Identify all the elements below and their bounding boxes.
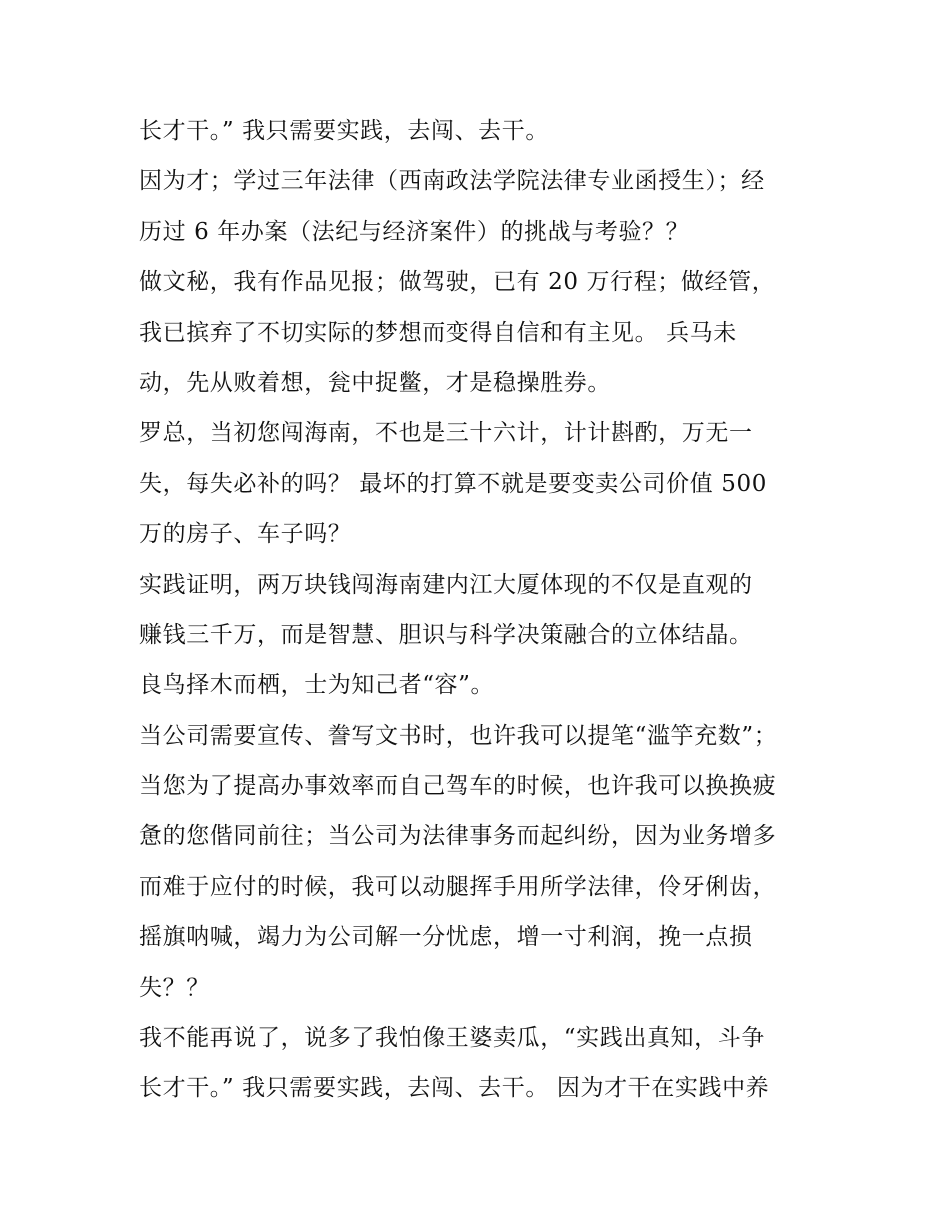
text-line-13: 当公司需要宣传、誊写文书时，也许我可以提笔“滥竽充数”； xyxy=(139,722,778,749)
text-line-7: 罗总，当初您闯海南，不也是三十六计，计计斟酌，万无一 xyxy=(139,420,753,447)
text-line-17: 摇旗呐喊，竭力为公司解一分忧虑，增一寸利润，挽一点损 xyxy=(139,924,753,951)
text-line-18: 失？？ xyxy=(139,974,210,1001)
text-line-9: 万的房子、车子吗？ xyxy=(139,521,352,548)
text-line-20: 长才干。” 我只需要实践，去闯、去干。 因为才干在实践中养 xyxy=(139,1075,770,1102)
text-line-11: 赚钱三千万，而是智慧、胆识与科学决策融合的立体结晶。 xyxy=(139,621,753,648)
body-text xyxy=(139,106,829,1114)
text-line-6: 动，先从败着想，瓮中捉鳖，才是稳操胜券。 xyxy=(139,369,611,396)
text-line-5: 我已摈弃了不切实际的梦想而变得自信和有主见。 兵马未 xyxy=(139,319,737,346)
text-line-14: 当您为了提高办事效率而自己驾车的时候，也许我可以换换疲 xyxy=(139,773,777,800)
text-line-12: 良鸟择木而栖，士为知己者“容”。 xyxy=(139,672,495,699)
text-line-16: 而难于应付的时候，我可以动腿挥手用所学法律，伶牙俐齿， xyxy=(139,873,777,900)
text-line-3: 历过 6 年办案（法纪与经济案件）的挑战与考验？？ xyxy=(139,218,690,245)
text-line-1: 长才干。” 我只需要实践，去闯、去干。 xyxy=(139,118,549,144)
text-line-15: 惫的您偕同前往；当公司为法律事务而起纠纷，因为业务增多 xyxy=(139,823,777,850)
text-line-4: 做文秘，我有作品见报；做驾驶，已有 20 万行程；做经管， xyxy=(139,269,776,296)
text-line-10: 实践证明，两万块钱闯海南建内江大厦体现的不仅是直观的 xyxy=(139,571,753,598)
text-line-8: 失，每失必补的吗？ 最坏的打算不就是要变卖公司价值 500 xyxy=(139,470,767,497)
text-line-19: 我不能再说了，说多了我怕像王婆卖瓜，“实践出真知，斗争 xyxy=(139,1025,765,1052)
text-line-2: 因为才；学过三年法律（西南政法学院法律专业函授生）；经 xyxy=(139,168,765,195)
